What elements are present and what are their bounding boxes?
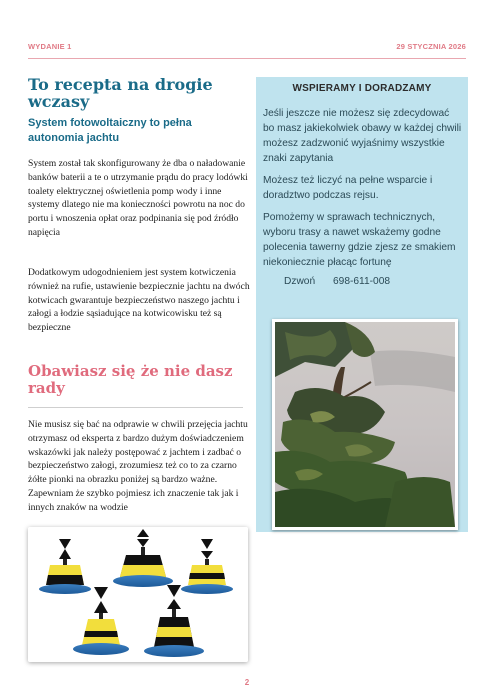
phone-number[interactable]: 698-611-008 <box>333 276 391 287</box>
issue-date: 29 STYCZNIA 2026 <box>396 42 466 51</box>
article-paragraph-1: System został tak skonfigurowany że dba o naładowanie banków baterii a te o utrzymanie prądu do pracy lodówki toalety elektrycznej oświetlenia pomp wody i inne systemy dlatego nie ma konieczności powrotu na noc do portu i wnoszenia opłat oraz podpinania się pod źródło napięcia <box>28 158 248 238</box>
page-number: 2 <box>244 678 250 687</box>
sidebar-title: WSPIERAMY I DORADZAMY <box>292 83 432 94</box>
second-article-title: Obawiasz się że nie dasz rady <box>28 362 233 397</box>
article-paragraph-2: Dodatkowym udogodnieniem jest system kotwiczenia również na rufie, ustawienie bezpiecznie jachtu na dwóch kotwicach gwarantuje bezpieczeństwo naszego jachtu i załogi a łodzie sąsiadujące na kotwicowisku też są bezpieczne <box>28 267 250 334</box>
edition-label: WYDANIE 1 <box>28 42 72 51</box>
second-article-paragraph: Nie musisz się bać na odprawie w chwili przejęcia jachtu otrzymasz od eksperta z bardzo dużym doświadczeniem wskazówki jak należy postępować z jachtem i zadbać o bezpieczeństwo załogi, zrozumiesz też co to za czarno żółte pionki na obrazku poniżej są bardzo ważne. Zapewniam że szybko pojmiesz ich znaczenie tak jak i innych znaków na wodzie <box>28 419 248 513</box>
phone-label: Dzwoń <box>284 276 316 287</box>
header-divider <box>28 58 466 59</box>
article-title: To recepta na drogie wczasy <box>28 75 213 111</box>
sidebar-paragraph-1: Jeśli jeszcze nie możesz się zdecydować bo masz jakiekolwiek obawy w każdej chwili możesz zadzwonić wyjaśnimy wszystkie znaki zapytania <box>263 108 462 164</box>
sidebar-paragraph-2: Możesz też liczyć na pełne wsparcie i doradztwo podczas rejsu. <box>263 175 433 201</box>
tree-photo <box>272 319 458 530</box>
section-divider <box>28 407 243 408</box>
article-subtitle: System fotowoltaiczny to pełna autonomia jachtu <box>28 117 192 144</box>
sidebar-paragraph-3: Pomożemy w sprawach technicznych, wyboru trasy a nawet wskażemy godne polecenia tawerny gdzie zjesz ze smakiem niekoniecznie płacąc fortunę <box>263 212 456 268</box>
buoys-image <box>28 527 248 662</box>
